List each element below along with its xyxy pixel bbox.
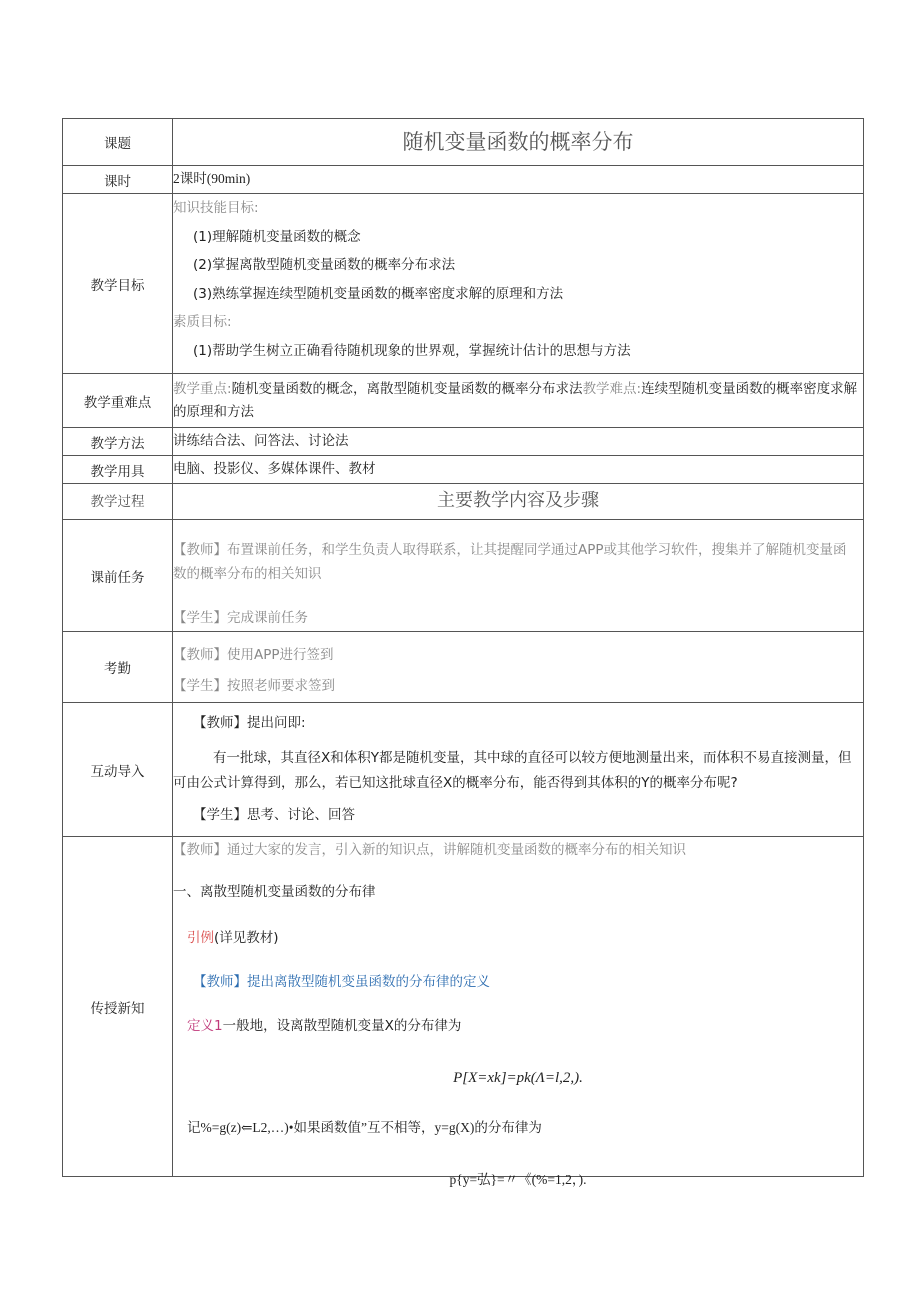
key-point-text: 随机变量函数的概念，离散型随机变量函数的概率分布求法 bbox=[231, 381, 583, 397]
goals-label: 教学目标 bbox=[63, 194, 173, 374]
definition-label: 定义1 bbox=[187, 1018, 223, 1034]
knowledge-item: (1)理解随机变量函数的概念 bbox=[193, 228, 361, 245]
knowledge-heading: 知识技能目标: bbox=[173, 200, 259, 216]
teach-content bbox=[173, 839, 863, 1187]
attendance-label: 考勤 bbox=[63, 632, 173, 703]
definition-line bbox=[173, 1015, 863, 1037]
row-key-points bbox=[63, 374, 864, 428]
knowledge-item: (3)熟练掌握连续型随机变量函数的概率密度求解的原理和方法 bbox=[193, 285, 564, 302]
process-header-value: 主要教学内容及步骤 bbox=[173, 484, 864, 520]
method-label: 教学方法 bbox=[63, 428, 173, 456]
topic-label: 课题 bbox=[63, 119, 173, 166]
formula-1: P[X=xk]=pk(Λ=l,2,). bbox=[453, 1070, 583, 1086]
difficulty-label: 教学难点: bbox=[582, 381, 642, 397]
pre-task-teacher: 【教师】布置课前任务，和学生负责人取得联系，让其提醒同学通过APP或其他学习软件，搜集并了解随机变量函数的概率分布的相关知识 bbox=[173, 542, 847, 582]
example-label: 引例 bbox=[187, 930, 214, 946]
attendance-student: 【学生】按照老师要求签到 bbox=[173, 678, 335, 694]
method-value: 讲练结合法、问答法、讨论法 bbox=[173, 428, 864, 456]
intro-student: 【学生】思考、讨论、回答 bbox=[193, 807, 355, 823]
row-intro bbox=[63, 703, 864, 837]
teach-teacher-intro: 【教师】通过大家的发言，引入新的知识点，讲解随机变量函数的概率分布的相关知识 bbox=[173, 842, 686, 858]
teach-section-title: 一、离散型随机变量函数的分布律 bbox=[173, 884, 376, 900]
process-header-label: 教学过程 bbox=[63, 484, 173, 520]
goals-content bbox=[173, 194, 863, 373]
row-teach bbox=[63, 837, 864, 1177]
example-text: (详见教材) bbox=[214, 930, 279, 946]
knowledge-item: (2)掌握离散型随机变量函数的概率分布求法 bbox=[193, 257, 456, 273]
row-attendance bbox=[63, 632, 864, 703]
row-tools bbox=[63, 456, 864, 484]
lesson-plan-table bbox=[62, 118, 864, 1187]
example-line bbox=[173, 927, 863, 949]
hours-value: 2课时(90min) bbox=[173, 166, 864, 194]
tools-label: 教学用具 bbox=[63, 456, 173, 484]
definition-line-2: 记%=g(z)⇐L2,…)•如果函数值”互不相等，y=g(X)的分布律为 bbox=[187, 1120, 542, 1135]
quality-heading: 素质目标: bbox=[173, 314, 232, 330]
intro-label: 互动导入 bbox=[63, 703, 173, 837]
topic-title: 随机变量函数的概率分布 bbox=[402, 130, 634, 154]
row-pre-task bbox=[63, 520, 864, 632]
row-goals bbox=[63, 194, 864, 374]
intro-question: 有一批球，其直径X和体积Y都是随机变量，其中球的直径可以较方便地测量出来，而体积不易直接测量，但可由公式计算得到，那么，若已知这批球直径X的概率分布，能否得到其体积的Y的概率分布呢? bbox=[173, 750, 852, 791]
key-points-label: 教学重难点 bbox=[63, 374, 173, 428]
definition-text: 一般地，设离散型随机变量X的分布律为 bbox=[222, 1018, 462, 1034]
row-method bbox=[63, 428, 864, 456]
formula-2: p{y=弘}=〃《(%=1,2，). bbox=[449, 1172, 587, 1187]
key-point-label: 教学重点: bbox=[173, 381, 232, 397]
lesson-plan-sheet bbox=[62, 118, 864, 1187]
pre-task-label: 课前任务 bbox=[63, 520, 173, 632]
quality-item: (1)帮助学生树立正确看待随机现象的世界观，掌握统计估计的思想与方法 bbox=[193, 342, 631, 359]
teach-label: 传授新知 bbox=[63, 837, 173, 1177]
row-hours bbox=[63, 166, 864, 194]
tools-value: 电脑、投影仪、多媒体课件、教材 bbox=[173, 456, 864, 484]
hours-label: 课时 bbox=[63, 166, 173, 194]
row-topic bbox=[63, 119, 864, 166]
attendance-teacher: 【教师】使用APP进行签到 bbox=[173, 647, 334, 663]
teach-teacher-definition: 【教师】提出离散型随机变虽函数的分布律的定义 bbox=[193, 974, 490, 990]
intro-teacher: 【教师】提出问即: bbox=[193, 715, 306, 731]
pre-task-student: 【学生】完成课前任务 bbox=[173, 610, 308, 626]
difficulty-text: 连续型随机变量函数的概率密度求解的原理和方法 bbox=[173, 381, 858, 420]
row-process-header bbox=[63, 484, 864, 520]
